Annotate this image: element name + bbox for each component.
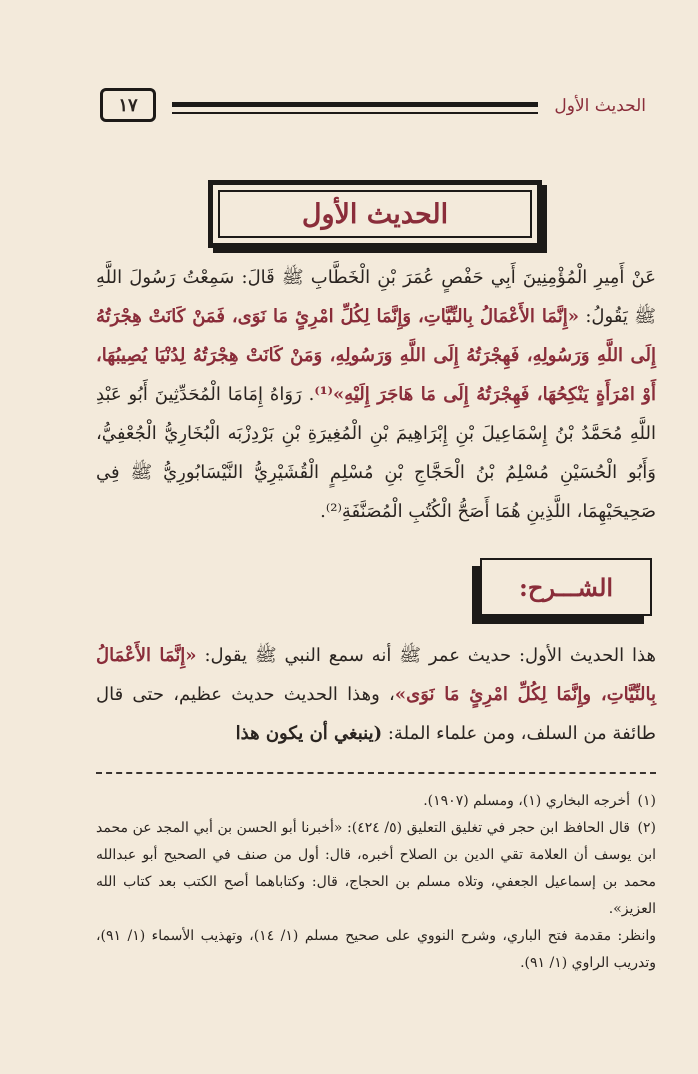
- hadith-quote: «إِنَّمَا الأَعْمَالُ بِالنِّيَّاتِ، وَإِنَّمَا لِكُلِّ امْرِئٍ مَا نَوَى، فَمَنْ كَانَتْ هِجْرَتُهُ إِلَى اللَّهِ وَرَسُولِهِ، فَهِجْرَتُهُ إِلَى اللَّهِ وَرَسُولِهِ، وَمَنْ كَانَتْ هِجْرَتُهُ لِدُنْيَا يُصِيبُهَا، أَوْ امْرَأَةٍ يَنْكِحُهَا، فَهِجْرَتُهُ إِلَى مَا هَاجَرَ إِلَيْهِ»⁽¹⁾: [96, 306, 656, 405]
- hadith-intro: عَنْ أَمِيرِ الْمُؤْمِنِينَ أَبِي حَفْصٍ عُمَرَ بْنِ الْخَطَّابِ ﷺ قَالَ: سَمِعْتُ رَسُولَ اللَّهِ ﷺ يَقُولُ:: [96, 267, 656, 327]
- sharh-bold-tail: (ينبغي أن يكون هذا: [235, 723, 383, 744]
- sharh-text: [96, 636, 656, 753]
- header-rule-thin: [172, 112, 538, 114]
- footnote-text: أخرجه البخاري (١)، ومسلم (١٩٠٧).: [423, 793, 630, 809]
- running-header-title: الحديث الأول: [554, 96, 646, 116]
- chapter-title-inner-frame: [218, 190, 532, 238]
- sharh-heading-frame: [480, 558, 652, 616]
- footnote-2: [96, 815, 656, 923]
- sharh-heading: الشـــرح:: [518, 572, 614, 602]
- header-rule-thick: [172, 102, 538, 107]
- footnote-1: [96, 788, 656, 815]
- hadith-text: [96, 258, 656, 531]
- footnote-number: (٢): [637, 820, 656, 836]
- footnote-2-continuation: وانظر: مقدمة فتح الباري، وشرح النووي على صحيح مسلم (١/ ١٤)، وتهذيب الأسماء (١/ ٩١)، وتدريب الراوي (١/ ٩١).: [96, 928, 656, 971]
- footnote-divider: [96, 772, 656, 774]
- hadith-narration: . رَوَاهُ إِمَامَا الْمُحَدِّثِينَ أَبُو عَبْدِ اللَّهِ مُحَمَّدُ بْنُ إِسْمَاعِيلَ بْنِ إِبْرَاهِيمَ بْنِ الْمُغِيرَةِ بْنِ بَرْدِزْبَه الْبُخَارِيُّ الْجُعْفِيُّ، وَأَبُو الْحُسَيْنِ مُسْلِمُ بْنُ الْحَجَّاجِ بْنِ مُسْلِمٍ الْقُشَيْرِيُّ النَّيْسَابُورِيُّ ﷺ فِي صَحِيحَيْهِمَا، اللَّذِينِ هُمَا أَصَحُّ الْكُتُبِ الْمُصَنَّفَةِ⁽²⁾.: [96, 384, 656, 522]
- page-number: ١٧: [100, 88, 156, 122]
- sharh-middle: ، وهذا الحديث حديث عظيم، حتى قال طائفة من السلف، ومن علماء الملة:: [96, 684, 656, 744]
- footnote-text: قال الحافظ ابن حجر في تغليق التعليق (٥/ ٤٢٤): «أخبرنا أبو الحسن بن أبي المجد عن محمد ابن يوسف أن العلامة تقي الدين بن الصلاح أخبره، قال: أول من صنف في الصحيح أبو عبدالله محمد بن إسماعيل الجعفي، وتلاه مسلم بن الحجاج، قال: وكتاباهما أصح الكتب بعد كتاب الله العزيز».: [96, 820, 656, 917]
- sharh-intro: هذا الحديث الأول: حديث عمر ﷺ أنه سمع النبي ﷺ يقول:: [196, 645, 656, 666]
- footnote-number: (١): [637, 793, 656, 809]
- chapter-title-frame: [208, 180, 542, 248]
- sharh-quote: «إِنَّمَا الأَعْمَالُ بِالنِّيَّاتِ، وإِنَّمَا لِكُلِّ امْرِئٍ مَا نَوَى»: [96, 645, 656, 705]
- footnotes: [96, 788, 656, 977]
- header-rule: [172, 102, 538, 114]
- chapter-title: الحديث الأول: [301, 198, 449, 230]
